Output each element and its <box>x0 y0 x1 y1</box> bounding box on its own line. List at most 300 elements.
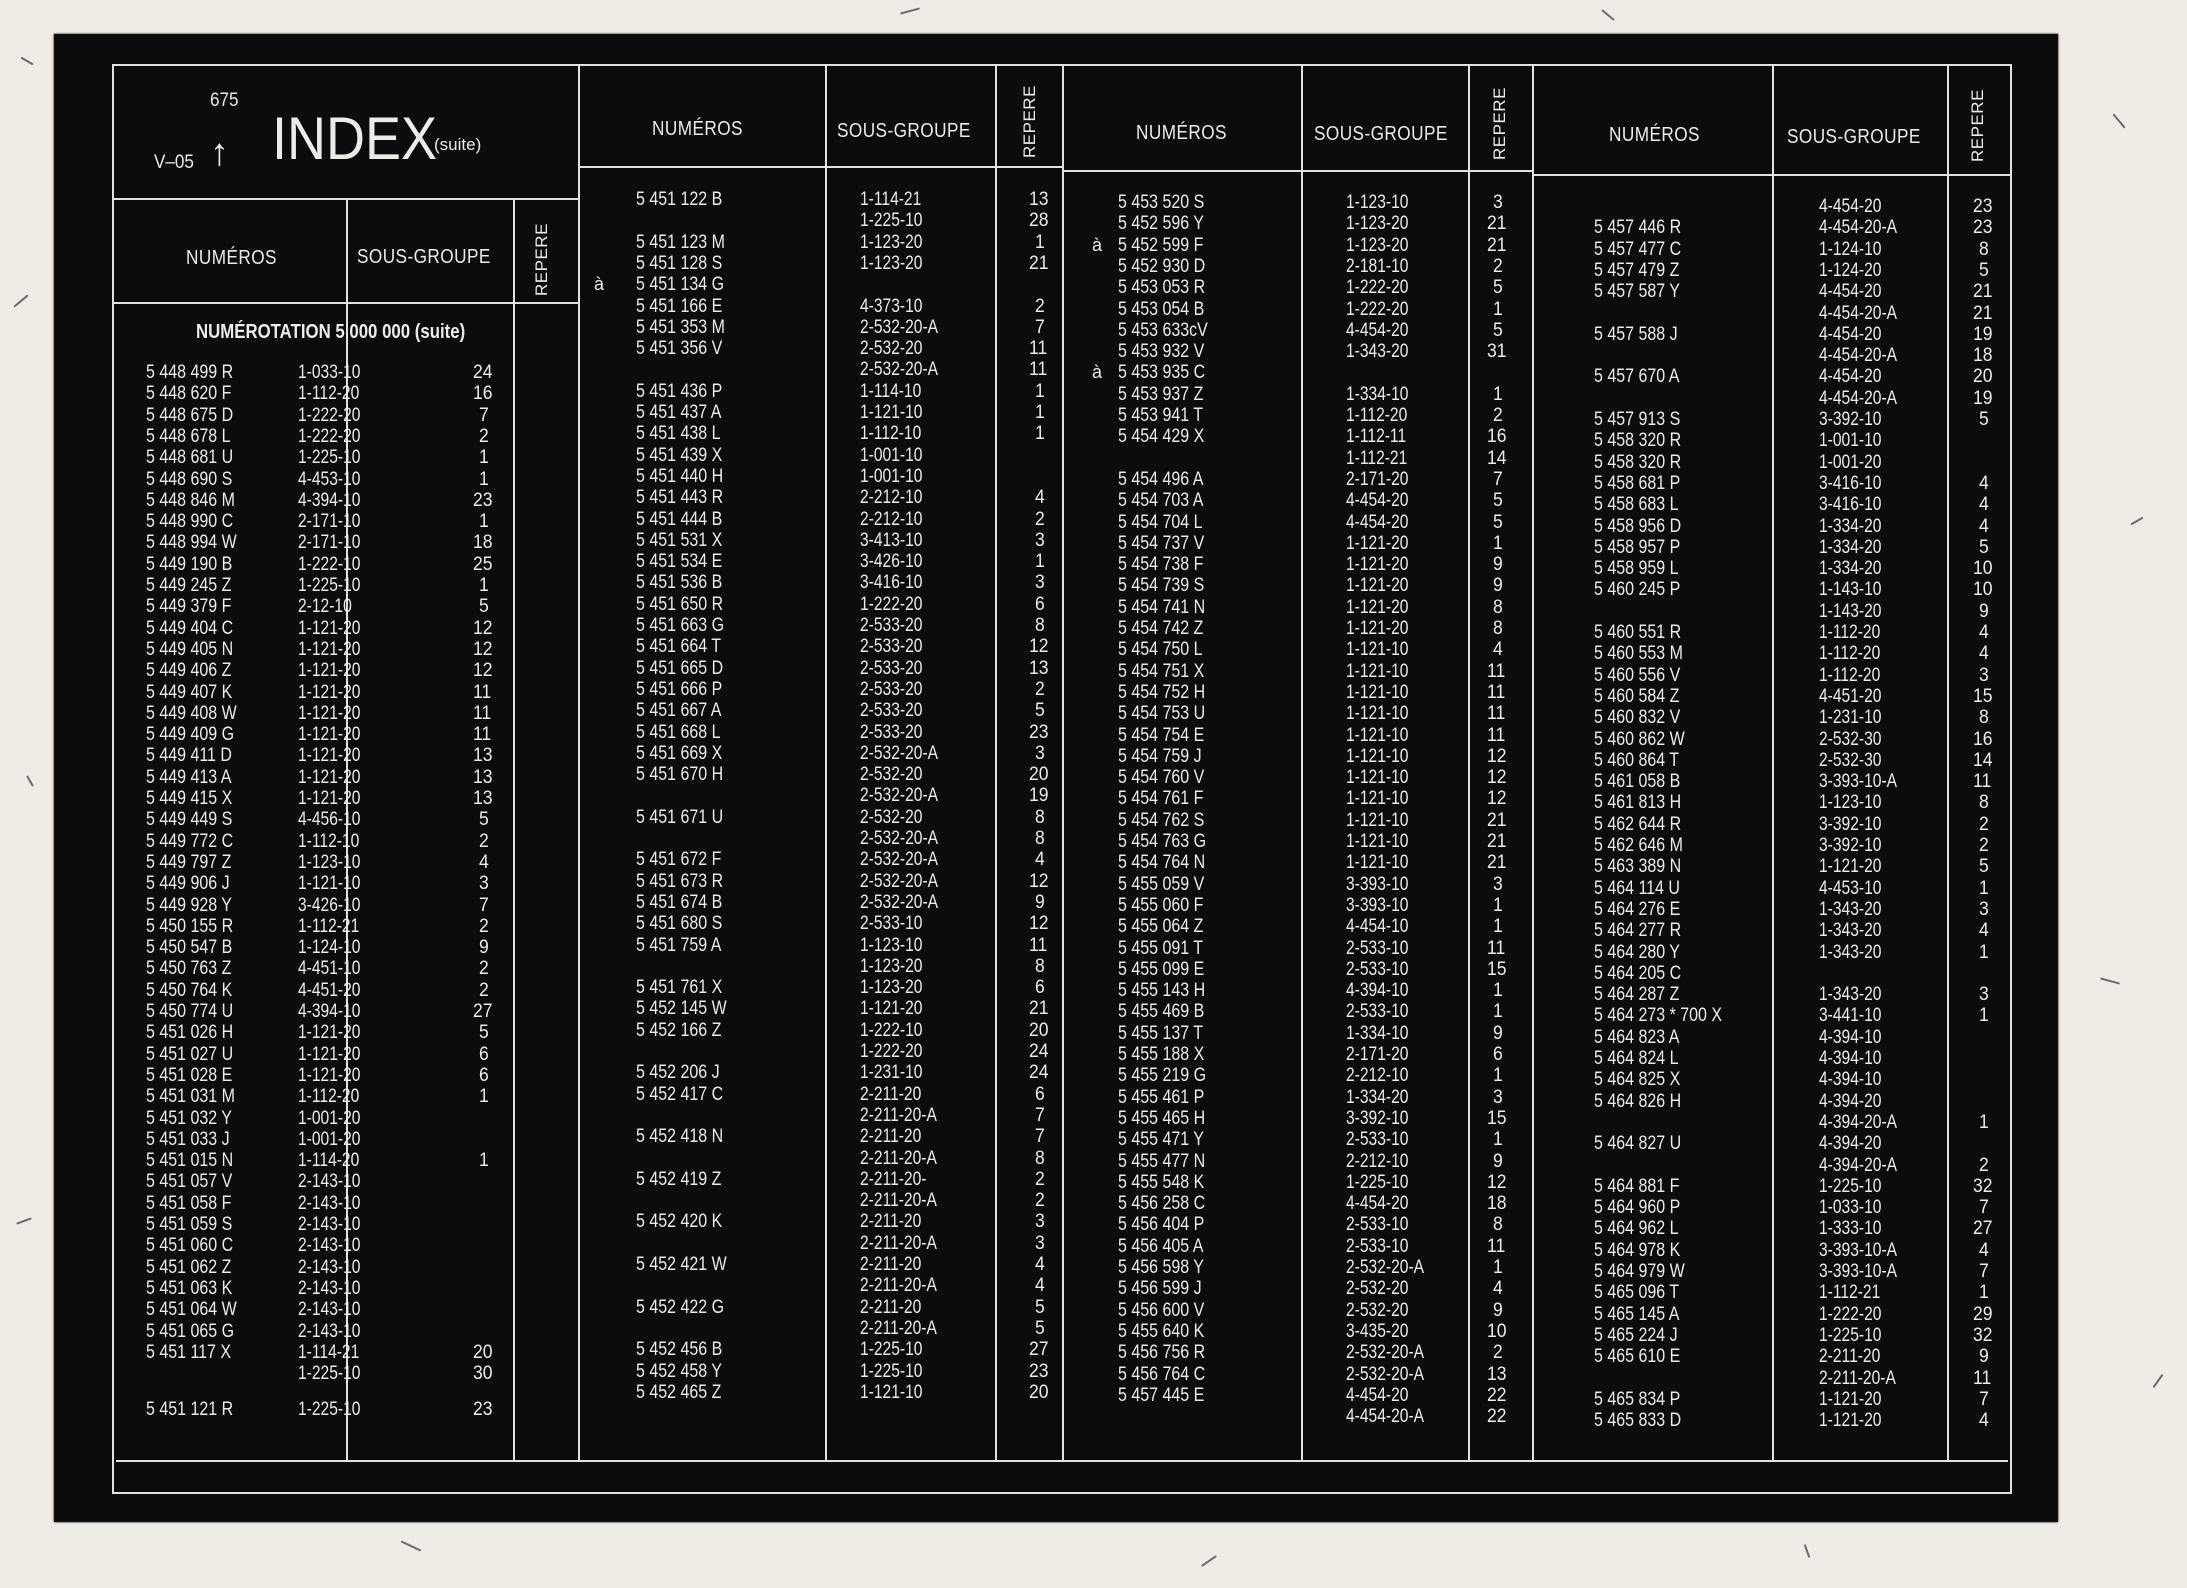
sous-groupe: 2-533-10 <box>1346 1213 1409 1236</box>
repere: 13 <box>473 765 493 788</box>
part-number: 5 451 440 H <box>636 464 724 487</box>
part-number: 5 464 825 X <box>1594 1068 1681 1091</box>
sous-groupe: 2-211-20 <box>860 1253 922 1275</box>
sous-groupe: 2-171-10 <box>298 510 361 533</box>
part-number: 5 451 671 U <box>636 805 724 828</box>
col2-header-repere: REPERE <box>1020 85 1039 158</box>
divider-main-3 <box>1532 64 1534 1462</box>
part-number: 5 464 823 A <box>1594 1025 1680 1048</box>
repere: 8 <box>1493 617 1503 639</box>
part-number: 5 452 422 G <box>636 1295 725 1318</box>
sous-groupe: 3-416-10 <box>1819 493 1882 516</box>
part-number: 5 449 245 Z <box>146 574 232 596</box>
repere: 5 <box>1493 276 1503 299</box>
repere: 23 <box>1973 195 1993 217</box>
repere: 2 <box>479 424 489 447</box>
repere: 12 <box>1029 635 1049 658</box>
part-number: 5 451 065 G <box>146 1319 235 1342</box>
sous-groupe: 2-533-10 <box>1346 1234 1409 1257</box>
sous-groupe: 2-211-20-A <box>860 1274 937 1297</box>
repere: 7 <box>1979 1260 1989 1282</box>
part-number: 5 451 134 G <box>636 273 725 296</box>
part-number: 5 454 763 G <box>1118 830 1207 852</box>
part-number: 5 464 277 R <box>1594 919 1682 942</box>
divider-c1-b <box>513 200 515 1462</box>
part-number: 5 451 650 R <box>636 592 724 615</box>
part-number: 5 448 690 S <box>146 467 233 490</box>
sous-groupe: 2-212-10 <box>860 507 923 530</box>
part-number: 5 458 320 R <box>1594 429 1682 452</box>
sous-groupe: 2-211-20-A <box>860 1316 937 1339</box>
part-number: 5 451 057 V <box>146 1170 233 1193</box>
sous-groupe: 4-394-20 <box>1819 1089 1882 1112</box>
part-number: 5 451 031 M <box>146 1085 235 1108</box>
repere: 16 <box>1973 727 1993 750</box>
part-number: 5 462 644 R <box>1594 812 1682 835</box>
repere: 19 <box>1973 386 1993 409</box>
sous-groupe: 2-211-20-A <box>860 1231 937 1254</box>
sous-groupe: 1-123-10 <box>1346 191 1409 213</box>
part-number: 5 449 407 K <box>146 680 233 703</box>
part-number: 5 449 190 B <box>146 552 233 575</box>
repere: 8 <box>1493 595 1503 618</box>
repere: 2 <box>1979 834 1989 856</box>
part-number: 5 465 096 T <box>1594 1281 1680 1304</box>
part-number: 5 464 273 * 700 X <box>1594 1004 1723 1027</box>
part-number: 5 457 479 Z <box>1594 258 1680 281</box>
sous-groupe: 1-121-20 <box>298 1063 361 1086</box>
repere: 1 <box>1979 940 1989 963</box>
sous-groupe: 1-123-10 <box>298 850 361 873</box>
repere: 25 <box>473 552 493 575</box>
repere: 1 <box>1035 550 1045 573</box>
part-number: 5 454 741 N <box>1118 595 1206 618</box>
repere: 9 <box>479 936 489 959</box>
repere: 2 <box>479 978 489 1001</box>
part-number: 5 451 680 S <box>636 912 723 935</box>
repere: 23 <box>473 1398 493 1421</box>
part-number: 5 460 551 R <box>1594 621 1682 643</box>
repere: 1 <box>1979 1281 1989 1304</box>
sous-groupe: 2-143-10 <box>298 1319 361 1342</box>
part-number: 5 452 458 Y <box>636 1359 722 1382</box>
sous-groupe: 1-121-20 <box>298 616 361 639</box>
part-number: 5 451 438 L <box>636 422 721 445</box>
sous-groupe: 4-373-10 <box>860 294 923 317</box>
part-number: 5 449 797 Z <box>146 850 232 873</box>
sous-groupe: 2-171-20 <box>1346 467 1409 490</box>
part-number: 5 451 534 E <box>636 550 723 573</box>
repere: 19 <box>1029 784 1049 807</box>
part-number: 5 464 978 K <box>1594 1238 1681 1261</box>
sous-groupe: 1-225-10 <box>298 446 361 469</box>
repere: 5 <box>1979 408 1989 430</box>
sous-groupe: 4-453-10 <box>298 467 361 490</box>
divider-main-1 <box>578 64 580 1462</box>
sous-groupe: 4-454-20-A <box>1819 216 1898 239</box>
repere: 1 <box>1035 230 1045 253</box>
part-number: 5 451 032 Y <box>146 1106 232 1129</box>
repere: 2 <box>479 914 489 937</box>
part-number: 5 456 600 V <box>1118 1298 1205 1321</box>
part-number: 5 452 599 F <box>1118 233 1204 256</box>
repere: 6 <box>1493 1043 1503 1065</box>
sous-groupe: 2-212-10 <box>1346 1149 1409 1172</box>
repere: 4 <box>1979 493 1989 516</box>
col1-header-numeros: NUMÉROS <box>186 247 277 269</box>
part-number: 5 454 496 A <box>1118 467 1204 490</box>
repere: 1 <box>1493 1128 1503 1151</box>
part-number: 5 457 587 Y <box>1594 280 1680 303</box>
sous-groupe: 1-121-10 <box>1346 659 1409 682</box>
part-number: 5 455 091 T <box>1118 936 1204 959</box>
part-number: 5 454 762 S <box>1118 808 1205 831</box>
repere: 3 <box>1493 191 1503 213</box>
sous-groupe: 1-222-20 <box>298 403 361 426</box>
part-number: 5 452 421 W <box>636 1253 727 1275</box>
repere: 18 <box>473 531 493 554</box>
repere: 2 <box>479 957 489 980</box>
sous-groupe: 4-454-20 <box>1346 318 1409 341</box>
repere: 13 <box>473 787 493 809</box>
sous-groupe: 2-532-20-A <box>1346 1256 1425 1278</box>
title-box-bottom <box>112 198 580 200</box>
part-number: 5 455 137 T <box>1118 1021 1204 1044</box>
sous-groupe: 1-112-20 <box>1819 621 1881 643</box>
repere: 15 <box>1487 1106 1507 1129</box>
part-number: 5 450 763 Z <box>146 957 232 980</box>
sous-groupe: 4-454-20-A <box>1819 344 1898 367</box>
entry-prefix: à <box>594 274 605 295</box>
sous-groupe: 2-143-10 <box>298 1276 361 1299</box>
repere: 4 <box>1979 1238 1989 1261</box>
col3-header-sous-groupe: SOUS-GROUPE <box>1314 123 1448 145</box>
sous-groupe: 4-454-20-A <box>1819 301 1898 324</box>
sous-groupe: 2-533-20 <box>860 635 923 658</box>
part-number: 5 453 633cV <box>1118 318 1208 341</box>
repere: 20 <box>1973 365 1993 388</box>
repere: 8 <box>1493 1213 1503 1236</box>
repere: 27 <box>473 1000 493 1022</box>
part-number: 5 451 064 W <box>146 1298 237 1321</box>
sous-groupe: 4-454-20 <box>1346 1192 1409 1215</box>
sous-groupe: 1-121-10 <box>1346 702 1409 725</box>
repere: 5 <box>1493 318 1503 341</box>
sous-groupe: 1-114-21 <box>860 188 922 210</box>
repere: 10 <box>1973 557 1993 580</box>
sous-groupe: 4-394-10 <box>1819 1068 1882 1091</box>
sous-groupe: 1-121-20 <box>298 765 361 788</box>
part-number: 5 454 751 X <box>1118 659 1205 682</box>
part-number: 5 458 683 L <box>1594 493 1679 516</box>
sous-groupe: 4-454-20 <box>1819 322 1882 345</box>
repere: 4 <box>1979 919 1989 942</box>
sous-groupe: 4-454-20-A <box>1346 1405 1425 1428</box>
part-number: 5 450 547 B <box>146 936 233 959</box>
repere: 28 <box>1029 209 1049 232</box>
repere: 22 <box>1487 1405 1507 1428</box>
sous-groupe: 1-333-10 <box>1819 1217 1882 1240</box>
sous-groupe: 3-393-10-A <box>1819 1260 1898 1282</box>
sous-groupe: 1-033-10 <box>298 361 361 383</box>
sous-groupe: 2-211-20 <box>860 1210 922 1233</box>
part-number: 5 457 445 E <box>1118 1383 1205 1406</box>
sous-groupe: 1-121-10 <box>1346 787 1409 810</box>
repere: 11 <box>1487 659 1506 682</box>
repere: 12 <box>473 616 493 639</box>
repere: 5 <box>1979 258 1989 281</box>
part-number: 5 451 058 F <box>146 1191 232 1214</box>
part-number: 5 455 465 H <box>1118 1106 1206 1129</box>
part-number: 5 451 166 E <box>636 294 723 317</box>
col1-header-sous-groupe: SOUS-GROUPE <box>357 246 491 268</box>
sous-groupe: 2-143-10 <box>298 1298 361 1321</box>
part-number: 5 450 774 U <box>146 1000 234 1022</box>
part-number: 5 455 471 Y <box>1118 1128 1204 1151</box>
part-number: 5 451 667 A <box>636 699 722 722</box>
repere: 15 <box>1487 957 1507 980</box>
repere: 27 <box>1029 1338 1049 1361</box>
part-number: 5 451 761 X <box>636 976 723 999</box>
part-number: 5 449 379 F <box>146 595 232 618</box>
part-number: 5 449 409 G <box>146 723 235 746</box>
part-number: 5 451 759 A <box>636 933 722 956</box>
repere: 19 <box>1973 322 1993 345</box>
repere: 23 <box>1973 216 1993 239</box>
sous-groupe: 1-121-20 <box>1346 531 1409 554</box>
sous-groupe: 4-394-10 <box>1346 979 1409 1002</box>
repere: 9 <box>1493 1149 1503 1172</box>
sous-groupe: 1-121-20 <box>298 701 361 724</box>
sous-groupe: 1-334-10 <box>1346 1021 1409 1044</box>
repere: 23 <box>473 488 493 511</box>
part-number: 5 453 932 V <box>1118 340 1205 363</box>
sous-groupe: 1-343-20 <box>1819 983 1882 1006</box>
up-arrow-icon: ↑ <box>210 132 229 174</box>
part-number: 5 456 258 C <box>1118 1192 1206 1215</box>
sous-groupe: 1-222-20 <box>298 424 361 447</box>
part-number: 5 448 678 L <box>146 424 231 447</box>
sous-groupe: 2-211-20-A <box>860 1146 937 1169</box>
sous-groupe: 2-533-20 <box>860 656 923 679</box>
repere: 7 <box>1493 467 1503 490</box>
part-number: 5 461 813 H <box>1594 791 1682 814</box>
sous-groupe: 1-225-10 <box>860 1338 923 1361</box>
part-number: 5 449 405 N <box>146 637 234 660</box>
part-number: 5 448 675 D <box>146 403 234 426</box>
part-number: 5 457 588 J <box>1594 322 1678 345</box>
repere: 8 <box>1979 706 1989 729</box>
repere: 1 <box>1493 1064 1503 1087</box>
part-number: 5 464 205 C <box>1594 961 1682 984</box>
repere: 8 <box>1035 614 1045 636</box>
part-number: 5 449 906 J <box>146 872 230 895</box>
part-number: 5 451 117 X <box>146 1340 232 1363</box>
sous-groupe: 1-222-20 <box>1819 1302 1882 1325</box>
repere: 21 <box>1487 233 1507 256</box>
sous-groupe: 4-454-20 <box>1346 489 1409 512</box>
repere: 2 <box>1493 1341 1503 1364</box>
repere: 1 <box>1979 1110 1989 1133</box>
repere: 4 <box>1979 471 1989 494</box>
sous-groupe: 1-222-10 <box>298 552 361 575</box>
part-number: 5 453 935 C <box>1118 361 1206 384</box>
repere: 5 <box>1979 855 1989 878</box>
sous-groupe: 1-222-20 <box>1346 297 1409 320</box>
sous-groupe: 2-171-10 <box>298 531 361 554</box>
part-number: 5 452 420 K <box>636 1210 723 1233</box>
part-number: 5 448 846 M <box>146 488 235 511</box>
part-number: 5 449 413 A <box>146 765 232 788</box>
sous-groupe: 2-211-20-A <box>1819 1366 1896 1389</box>
sous-groupe: 3-413-10 <box>860 528 923 551</box>
sous-groupe: 2-532-30 <box>1819 727 1882 750</box>
sous-groupe: 2-532-20 <box>860 337 923 360</box>
repere: 10 <box>1487 1319 1507 1342</box>
sous-groupe: 1-222-20 <box>1346 276 1409 299</box>
part-number: 5 452 417 C <box>636 1082 724 1105</box>
sous-groupe: 1-001-10 <box>860 464 923 487</box>
repere: 6 <box>1035 1082 1045 1105</box>
part-number: 5 453 054 B <box>1118 297 1205 320</box>
sous-groupe: 2-532-20-A <box>860 890 939 913</box>
repere: 2 <box>1493 254 1503 277</box>
repere: 1 <box>1979 1004 1989 1027</box>
repere: 1 <box>1493 1256 1503 1278</box>
sous-groupe: 1-121-20 <box>860 997 923 1020</box>
repere: 14 <box>1973 748 1993 771</box>
sous-groupe: 2-143-10 <box>298 1170 361 1193</box>
sous-groupe: 3-393-10-A <box>1819 770 1898 793</box>
sous-groupe: 1-121-20 <box>298 1021 361 1044</box>
divider-c3-b <box>1468 64 1470 1462</box>
part-number: 5 464 276 E <box>1594 897 1681 920</box>
part-number: 5 458 959 L <box>1594 557 1679 580</box>
sous-groupe: 2-211-20 <box>860 1082 922 1105</box>
part-number: 5 453 520 S <box>1118 191 1205 213</box>
entry-prefix: à <box>1092 234 1103 255</box>
sous-groupe: 1-001-10 <box>860 443 923 466</box>
page-title: INDEX <box>272 105 438 172</box>
repere: 6 <box>1035 592 1045 615</box>
part-number: 5 458 320 R <box>1594 450 1682 473</box>
part-number: 5 465 834 P <box>1594 1387 1681 1410</box>
divider-c3-a <box>1301 64 1303 1462</box>
part-number: 5 448 681 U <box>146 446 234 469</box>
part-number: 5 456 598 Y <box>1118 1256 1204 1278</box>
sous-groupe: 2-532-20-A <box>860 869 939 892</box>
part-number: 5 448 994 W <box>146 531 237 554</box>
part-number: 5 464 280 Y <box>1594 940 1680 963</box>
sous-groupe: 2-212-10 <box>1346 1064 1409 1087</box>
repere: 2 <box>479 829 489 852</box>
repere: 12 <box>1029 912 1049 935</box>
part-number: 5 454 752 H <box>1118 680 1206 703</box>
sous-groupe: 2-532-20 <box>860 763 923 786</box>
repere: 5 <box>1035 1295 1045 1318</box>
part-number: 5 449 404 C <box>146 616 234 639</box>
sous-groupe: 1-121-20 <box>298 787 361 809</box>
repere: 16 <box>473 382 493 405</box>
sous-groupe: 3-393-10-A <box>1819 1238 1898 1261</box>
repere: 6 <box>479 1042 489 1065</box>
sous-groupe: 3-392-10 <box>1346 1106 1409 1129</box>
sous-groupe: 4-394-20-A <box>1819 1153 1898 1176</box>
sous-groupe: 2-171-20 <box>1346 1043 1409 1065</box>
repere: 9 <box>1493 553 1503 576</box>
col2-header-numeros: NUMÉROS <box>652 118 743 140</box>
repere: 21 <box>1487 808 1507 831</box>
sous-groupe: 4-454-20-A <box>1819 386 1898 409</box>
repere: 2 <box>1979 812 1989 835</box>
repere: 4 <box>1493 1277 1503 1300</box>
divider-c2-b <box>995 64 997 1462</box>
sous-groupe: 1-343-20 <box>1819 919 1882 942</box>
col3-header-bottom <box>1062 170 1534 172</box>
sous-groupe: 1-334-20 <box>1819 514 1882 537</box>
sous-groupe: 2-532-20-A <box>860 741 939 764</box>
part-number: 5 451 437 A <box>636 401 722 423</box>
sous-groupe: 2-12-10 <box>298 595 352 618</box>
repere: 3 <box>1979 897 1989 920</box>
part-number: 5 458 681 P <box>1594 471 1681 494</box>
part-number: 5 460 245 P <box>1594 578 1681 601</box>
part-number: 5 451 673 R <box>636 869 724 892</box>
part-number: 5 451 027 U <box>146 1042 234 1065</box>
sous-groupe: 1-114-21 <box>298 1340 360 1363</box>
part-number: 5 451 128 S <box>636 251 723 274</box>
sous-groupe: 4-453-10 <box>1819 876 1882 899</box>
repere: 16 <box>1487 425 1507 448</box>
part-number: 5 454 703 A <box>1118 489 1204 512</box>
sous-groupe: 1-334-10 <box>1346 382 1409 405</box>
sous-groupe: 3-416-10 <box>1819 471 1882 494</box>
repere: 8 <box>1035 805 1045 828</box>
repere: 13 <box>1487 1362 1507 1385</box>
sous-groupe: 1-225-10 <box>860 209 923 232</box>
repere: 1 <box>1035 422 1045 445</box>
repere: 1 <box>1493 531 1503 554</box>
part-number: 5 454 750 L <box>1118 638 1203 661</box>
part-number: 5 460 584 Z <box>1594 684 1680 707</box>
repere: 4 <box>1035 1274 1045 1297</box>
part-number: 5 464 826 H <box>1594 1089 1682 1112</box>
repere: 4 <box>1979 621 1989 643</box>
sous-groupe: 4-454-20 <box>1346 1383 1409 1406</box>
repere: 7 <box>1979 1196 1989 1219</box>
sous-groupe: 2-532-30 <box>1819 748 1882 771</box>
repere: 12 <box>1487 787 1507 810</box>
part-number: 5 464 287 Z <box>1594 983 1680 1006</box>
part-number: 5 452 465 Z <box>636 1380 722 1403</box>
sous-groupe: 3-441-10 <box>1819 1004 1882 1027</box>
part-number: 5 455 099 E <box>1118 957 1205 980</box>
repere: 11 <box>473 723 492 746</box>
repere: 5 <box>1979 535 1989 558</box>
divider-c2-a <box>825 64 827 1462</box>
page-ref: V–05 <box>154 152 194 173</box>
part-number: 5 455 059 V <box>1118 872 1205 895</box>
sous-groupe: 2-533-20 <box>860 614 923 636</box>
part-number: 5 449 411 D <box>146 744 232 767</box>
repere: 21 <box>1487 851 1507 874</box>
sous-groupe: 1-222-20 <box>860 592 923 615</box>
repere: 11 <box>1487 702 1506 725</box>
part-number: 5 451 668 L <box>636 720 721 743</box>
part-number: 5 454 738 F <box>1118 553 1204 576</box>
repere: 1 <box>479 446 489 469</box>
sous-groupe: 1-334-20 <box>1819 557 1882 580</box>
